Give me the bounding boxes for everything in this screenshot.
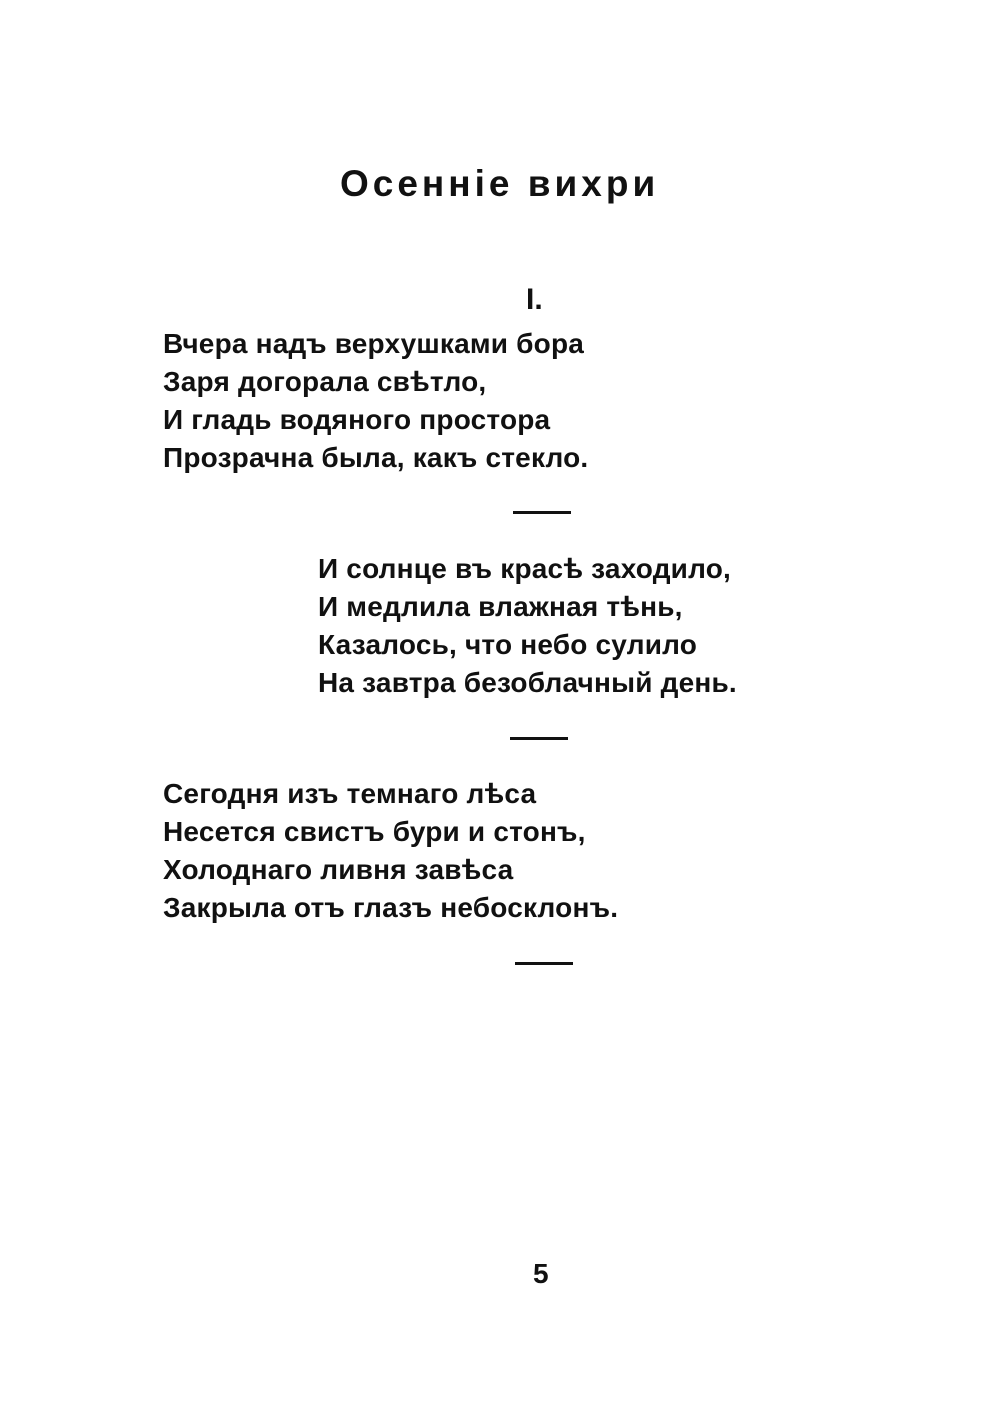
page-number: 5 xyxy=(533,1258,549,1289)
stanza-3 xyxy=(163,775,618,927)
verse-line: Закрыла отъ глазъ небосклонъ. xyxy=(163,892,619,923)
poem-title: Осенніе вихри xyxy=(340,163,660,204)
verse-line: Прозрачна была, какъ стекло. xyxy=(163,442,589,473)
section-number: I. xyxy=(526,283,543,316)
verse-line: Казалось, что небо сулило xyxy=(318,629,698,660)
verse-line: Сегодня изъ темнаго лѣса xyxy=(163,778,537,809)
verse-line: И солнце въ красѣ заходило, xyxy=(318,553,731,584)
verse-line: Несется свистъ бури и стонъ, xyxy=(163,816,586,847)
stanza-2 xyxy=(318,550,737,702)
verse-line: Холоднаго ливня завѣса xyxy=(163,854,514,885)
stanza-1 xyxy=(163,325,588,477)
verse-line: На завтра безоблачный день. xyxy=(318,667,737,698)
verse-line: Вчера надъ верхушками бора xyxy=(163,328,585,359)
verse-line: И гладь водяного простора xyxy=(163,404,551,435)
verse-line: Заря догорала свѣтло, xyxy=(163,366,487,397)
stanza-divider xyxy=(513,511,571,514)
stanza-divider xyxy=(510,737,568,740)
stanza-divider xyxy=(515,962,573,965)
verse-line: И медлила влажная тѣнь, xyxy=(318,591,683,622)
